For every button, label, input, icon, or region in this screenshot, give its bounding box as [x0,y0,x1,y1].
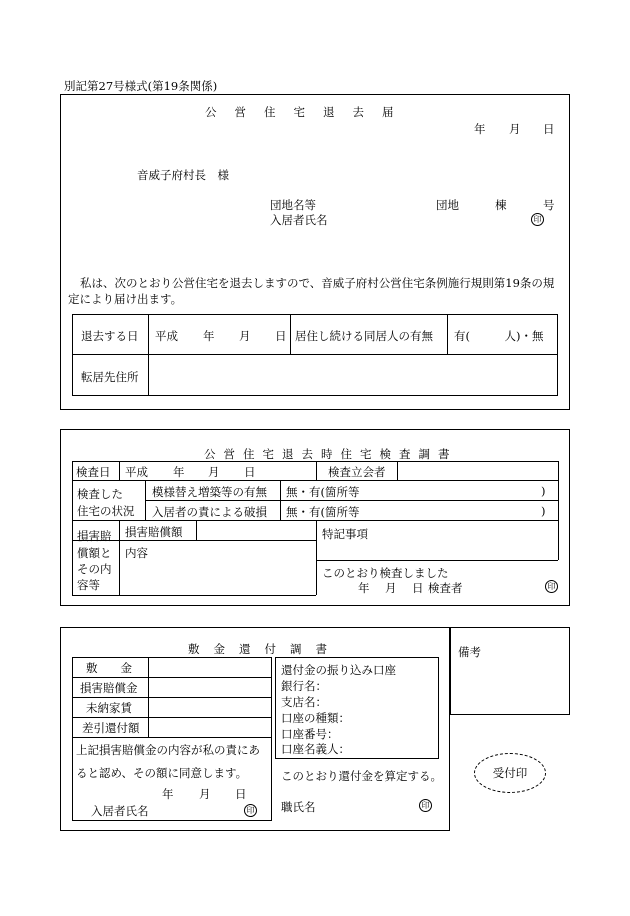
staff-label: 職氏名 [281,800,316,814]
inspection-year: 年 [173,465,185,479]
s1-body-line1: 私は、次のとおり公営住宅を退去しますので、音威子府村公営住宅条例施行規則第19条の規 [80,276,555,290]
account-title: 還付金の振り込み口座 [281,663,396,677]
s1-body-line2: 定により届け出ます。 [68,292,183,306]
leave-day: 日 [275,329,287,343]
account-holder-label: 口座名義人： [281,742,350,756]
content-label: 内容 [125,546,148,560]
s1-table [72,314,558,396]
inspection-month: 月 [208,465,220,479]
remodel-close: ) [541,484,546,498]
leave-month: 月 [239,329,251,343]
notes-label: 特記事項 [322,527,368,541]
comp-label-4: 容等 [77,578,100,592]
remodel-value: 無・有(箇所等 [286,485,360,499]
to-text: 棟 [495,198,507,212]
calc-text: このとおり還付金を算定する。 [281,769,442,783]
inspector-year: 年 [358,581,370,595]
consent-day: 日 [235,787,247,801]
addressee: 音威子府村長 様 [137,168,229,182]
comp-label-2: 償額と [77,546,112,560]
seal-icon: 印 [531,213,544,226]
comp-amount-label: 損害賠償額 [125,525,183,539]
inspection-day: 日 [244,465,256,479]
account-number-label: 口座番号： [281,727,339,741]
resident-label: 入居者氏名 [270,213,328,227]
seal-icon: 印 [545,580,558,593]
damage-label: 入居者の責による破損 [152,505,267,519]
inspection-date-label: 検査日 [76,465,111,479]
leave-year: 年 [203,329,215,343]
unpaid-rent-label: 未納家賃 [86,701,132,715]
account-type-label: 口座の種類： [281,711,350,725]
inspection-era: 平成 [125,465,148,479]
inspector-month: 月 [385,581,397,595]
deposit-label: 敷 金 [86,661,132,675]
inspector-day: 日 [412,581,424,595]
witness-label: 検査立会者 [328,465,386,479]
damage-value: 無・有(箇所等 [286,505,360,519]
seal-icon: 印 [419,799,432,812]
remodel-label: 模様替え増築等の有無 [152,485,267,499]
branch-name-label: 支店名： [281,695,327,709]
remarks-label: 備考 [458,645,481,659]
s3-title: 敷金還付調書 [188,642,341,656]
seal-icon: 印 [244,804,257,817]
s2-title: 公営住宅退去時住宅検査調書 [204,447,458,461]
confirm-text: このとおり検査しました [322,566,449,580]
inspector-label: 検査者 [428,581,463,595]
danchi-text: 団地 [436,198,459,212]
receipt-stamp [474,753,546,793]
consent-year: 年 [162,787,174,801]
net-refund-label: 差引還付額 [82,721,140,735]
consent-month: 月 [199,787,211,801]
bank-name-label: 銀行名： [281,679,327,693]
s1-date-day: 日 [543,122,555,136]
form-label: 別記第27号様式(第19条関係) [64,79,218,93]
s1-date-year: 年 [474,122,486,136]
status-label-2: 住宅の状況 [77,504,135,518]
remarks-box [450,627,570,715]
s1-title: 公営住宅退去届 [205,105,412,119]
new-address-label: 転居先住所 [81,370,139,384]
damage-close: ) [541,504,546,518]
go-text: 号 [543,198,555,212]
s3-resident-label: 入居者氏名 [91,804,149,818]
status-label-1: 検査した [77,487,123,501]
comp-label-1: 損害賠 [77,529,112,543]
damage-comp-label: 損害賠償金 [80,681,138,695]
consent-line-1: 上記損害賠償金の内容が私の責にあ [76,743,260,757]
cohab-label: 居住し続ける同居人の有無 [295,329,433,343]
danchi-label: 団地名等 [270,198,316,212]
comp-label-3: その内 [77,562,112,576]
consent-line-2: ると認め、その額に同意します。 [76,766,248,780]
leave-era: 平成 [155,329,178,343]
s1-date-month: 月 [509,122,521,136]
cohab-value: 有( 人)・無 [454,329,544,343]
receipt-label: 受付印 [492,766,528,780]
leave-date-label: 退去する日 [81,329,139,343]
